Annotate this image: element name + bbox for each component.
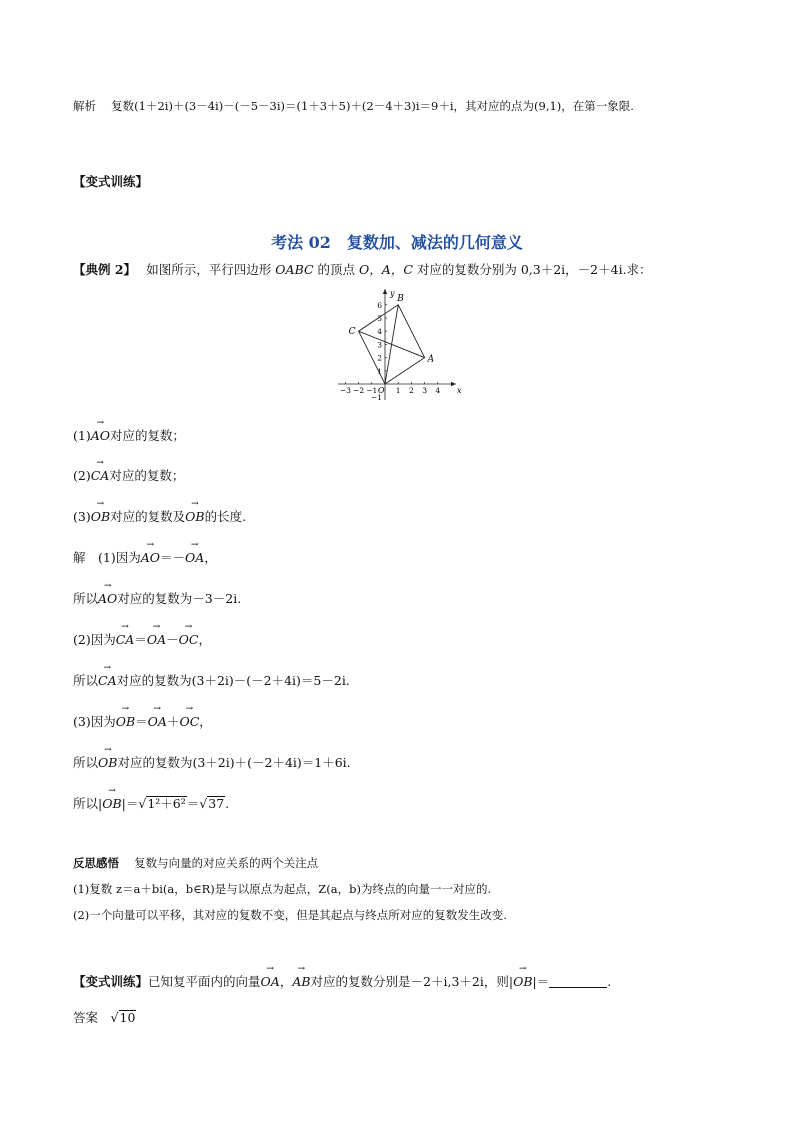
y-tick-label: 5 xyxy=(377,314,382,323)
question-2 xyxy=(73,468,184,484)
vector-ao: → AO xyxy=(98,591,117,607)
y-axis-arrow xyxy=(383,289,387,294)
vector-ob: → OB xyxy=(102,796,121,812)
s1-num: (1)因为 xyxy=(98,550,141,565)
example-line xyxy=(73,262,652,278)
example-points: O，A，C xyxy=(359,262,413,277)
x-tick-label: 4 xyxy=(435,386,441,395)
s2-op: － xyxy=(166,632,179,647)
p2-end: . xyxy=(607,974,612,989)
s2-end: ， xyxy=(198,632,211,647)
y-tick-label-negative: −1 xyxy=(370,393,382,403)
practice-label-2: 【变式训练】 xyxy=(73,974,149,989)
vector-ob: → OB xyxy=(116,714,135,730)
p2-t2: 对应的复数分别是－2＋i,3＋2i，则| xyxy=(310,974,514,989)
s3-end: ， xyxy=(199,714,212,729)
s3c-eq: |＝ xyxy=(121,796,139,811)
q1-text: 对应的复数； xyxy=(110,428,186,443)
s1-eq: ＝－ xyxy=(160,550,186,565)
origin-label: O xyxy=(378,386,385,395)
x-axis-label: x xyxy=(457,386,462,395)
y-tick-label: 4 xyxy=(377,327,382,337)
y-tick-label: 2 xyxy=(377,353,382,363)
reflection-p1: (1)复数 z＝a＋bi(a，b∈R)是与以原点为起点，Z(a，b)为终点的向量一一对应的. xyxy=(73,882,492,896)
p2-sep: ， xyxy=(279,974,293,989)
parallelogram xyxy=(359,305,425,384)
sqrt-sum: √1²＋6² xyxy=(138,796,186,811)
point-label-a: A xyxy=(427,354,435,365)
reflection-title: 复数与向量的对应关系的两个关注点 xyxy=(134,856,319,870)
example-vertices: 的顶点 xyxy=(317,262,356,277)
question-1 xyxy=(73,428,185,444)
solution-3b xyxy=(73,755,351,771)
s2b-pre: 所以 xyxy=(73,673,99,688)
vector-ao: → AO xyxy=(91,428,110,444)
s3-num: (3)因为 xyxy=(73,714,116,729)
practice-label-1: 【变式训练】 xyxy=(73,174,149,189)
x-axis-arrow xyxy=(451,382,456,386)
s3c-end: . xyxy=(225,796,230,811)
sqrt-10: √10 xyxy=(110,1010,136,1025)
vector-ca: → CA xyxy=(91,468,110,484)
analysis-text: 复数(1＋2i)＋(3－4i)－(－5－3i)＝(1＋3＋5)＋(2－4＋3)i＝9＋i，其对应的点为(9,1)，在第一象限. xyxy=(111,99,634,113)
point-label-c: C xyxy=(348,327,356,338)
answer-radicand: 10 xyxy=(119,1010,136,1025)
solution-label: 解 xyxy=(73,550,86,565)
analysis-label: 解析 xyxy=(73,99,96,113)
reflection-heading xyxy=(73,855,318,871)
vector-ao: → AO xyxy=(141,550,160,566)
x-tick-label: −1 xyxy=(366,386,378,395)
p2-t3: |＝ xyxy=(532,974,550,989)
sqrt-37-radicand: 37 xyxy=(208,796,225,811)
s1b-text: 对应的复数为－3－2i. xyxy=(117,591,242,606)
solution-2b xyxy=(73,673,350,689)
y-tick-label: 1 xyxy=(377,366,382,376)
x-tick-label: 3 xyxy=(422,386,427,395)
solution-1 xyxy=(73,550,217,566)
x-tick-label: 1 xyxy=(395,386,401,395)
example-rest: 对应的复数分别为 0,3＋2i，－2＋4i.求： xyxy=(416,262,652,277)
s1-end: ， xyxy=(204,550,217,565)
answer-line xyxy=(73,1010,136,1026)
practice-line-2 xyxy=(73,974,611,990)
vector-oa: → OA xyxy=(185,550,204,566)
q2-text: 对应的复数； xyxy=(109,468,185,483)
sqrt-37: √37 xyxy=(199,796,225,811)
x-tick-label: −2 xyxy=(353,386,365,395)
example-label: 【典例 2】 xyxy=(73,262,130,277)
vector-ob: → OB xyxy=(98,755,117,771)
q3-text: 的长度. xyxy=(204,509,247,524)
question-3 xyxy=(73,509,246,525)
vector-ab: → AB xyxy=(292,974,310,990)
example-intro: 如图所示，平行四边形 xyxy=(146,262,272,277)
y-tick-label: 3 xyxy=(377,340,382,350)
vector-ca: → CA xyxy=(98,673,117,689)
point-label-b: B xyxy=(397,293,404,304)
q1-num: (1) xyxy=(73,428,91,443)
diagonal-ca xyxy=(359,331,425,357)
s2-eq: ＝ xyxy=(134,632,147,647)
vector-ob: → OB xyxy=(91,509,110,525)
answer-label: 答案 xyxy=(73,1010,99,1025)
s3c-pre: 所以| xyxy=(73,796,103,811)
analysis-line xyxy=(73,98,634,114)
p2-t1: 已知复平面内的向量 xyxy=(148,974,261,989)
section-title: 考法 02 复数加、减法的几何意义 xyxy=(271,233,523,252)
x-tick-label: 2 xyxy=(409,386,414,395)
s3c-eq2: ＝ xyxy=(186,796,200,811)
s1b-pre: 所以 xyxy=(73,591,99,606)
s3-eq: ＝ xyxy=(135,714,148,729)
vector-oc: → OC xyxy=(179,632,199,648)
y-tick-label: 6 xyxy=(377,300,382,310)
parallelogram-figure xyxy=(336,286,466,404)
solution-3 xyxy=(73,714,212,730)
q2-num: (2) xyxy=(73,468,91,483)
y-axis-label: y xyxy=(390,289,395,298)
vector-oa: → OA xyxy=(261,974,280,990)
solution-2 xyxy=(73,632,211,648)
vector-oc: → OC xyxy=(179,714,199,730)
s3b-text: 对应的复数为(3＋2i)＋(－2＋4i)＝1＋6i. xyxy=(117,755,351,770)
solution-1b xyxy=(73,591,241,607)
vector-ob: → OB xyxy=(513,974,532,990)
reflection-label: 反思感悟 xyxy=(73,856,119,870)
q3-num: (3) xyxy=(73,509,91,524)
vector-ca: → CA xyxy=(116,632,135,648)
s3-op: ＋ xyxy=(166,714,180,729)
example-shape: OABC xyxy=(275,262,314,277)
vector-ob-2: → OB xyxy=(185,509,204,525)
x-tick-label: −3 xyxy=(339,386,351,395)
vector-oa: → OA xyxy=(148,714,167,730)
sqrt-sum-radicand: 1²＋6² xyxy=(147,796,186,811)
reflection-p2: (2)一个向量可以平移，其对应的复数不变，但是其起点与终点所对应的复数发生改变. xyxy=(73,908,507,922)
q3-mid: 对应的复数及 xyxy=(110,509,186,524)
s2b-text: 对应的复数为(3＋2i)－(－2＋4i)＝5－2i. xyxy=(116,673,350,688)
tick-labels xyxy=(340,289,462,402)
s2-num: (2)因为 xyxy=(73,632,116,647)
solution-3c xyxy=(73,796,229,812)
s3b-pre: 所以 xyxy=(73,755,99,770)
vector-oa: → OA xyxy=(147,632,166,648)
answer-blank xyxy=(549,975,607,988)
